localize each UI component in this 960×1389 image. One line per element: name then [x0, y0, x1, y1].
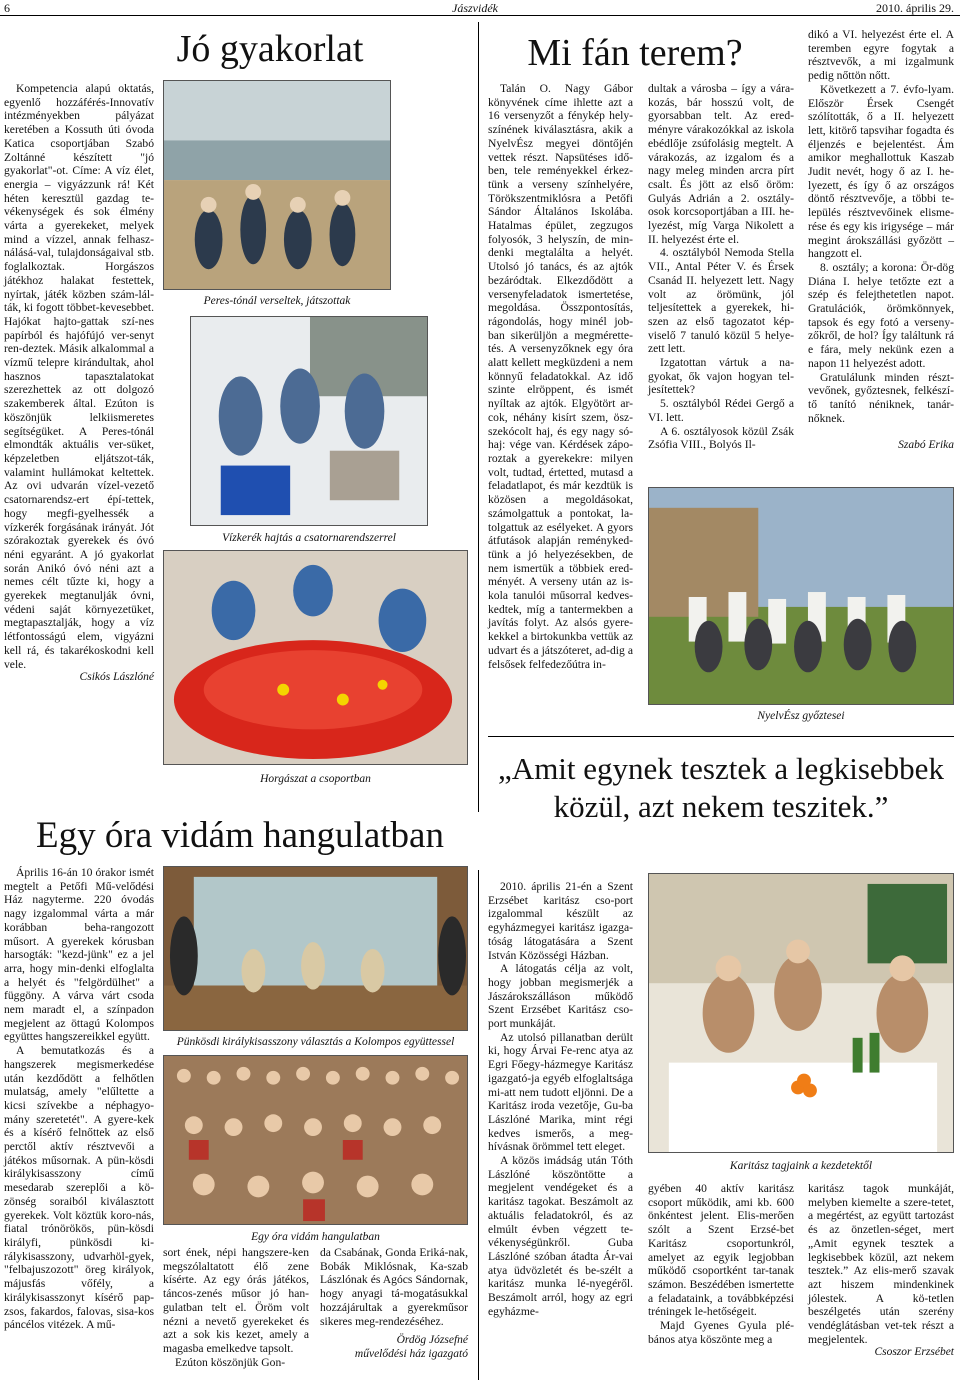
article-signature: Ördög Józsefné [396, 1334, 468, 1347]
article-body [4, 82, 154, 685]
paragraph: Következett a 7. évfo-lyam. Először Érsek Csengét szólították, ő a II. helyezett lett, kitörő tapsvihar fogadta és éljenzés e bejelentést. Ám amikor meghallottuk Kaszab Judit nevét, hogy ő az I. he-lyezett, és így ő az országos döntő résztvevője, a többi te-lepülés résztvevőinek elisme-rése és egy kis irigysége – már megint árokszállási győzött – hangzott el. [808, 82, 954, 261]
paragraph: Az utolsó pillanatban derült ki, hogy Árvai Fe-renc atya az Egri Főegy-házmegye Karitász igazgató-ja egyéb elfoglaltsága mi-att nem tudott eljönni. De a Karitász iroda vezetője, Gu-ba Lászlóné Marika, mint régi kedves ismerős, a meg-hívásnak örömmel tett eleget. [488, 1030, 633, 1154]
article-title: Jó gyakorlat [176, 28, 364, 70]
article-signature: Csoszor Erzsébet [874, 1346, 954, 1359]
paragraph: da Csabának, Gonda Eriká-nak, Bobák Miklósnak, Ka-szab Lászlónak és Agócs Sándornak, hogy anyagi tá-mogatásukkal hozzájárultak a gyerekműsor sikeres meg-rendezéséhez. [320, 1246, 468, 1328]
article-column [4, 866, 154, 1332]
paragraph: Kompetencia alapú oktatás, egyenlő hozzáférés-Innovatív intézményekben pályázat keretében a Kossuth úti óvoda Katica csoportjában Szabó Zoltánné készített "jó gyakorlat"-ot. Címe: A víz élet, energia – vigyázzunk rá! Két héten keresztül gazdag te-vékenységek és sok élmény várta a gyerekeket, melyek mind a vízzel, annak felhasz-nálásá-val, tulajdonságaival stb. foglalkoztak. Horgászos játékhoz halakat festettek, nyírtak, játék közben szám-lál-ták, ki fogott többet-kevesebbet. Hajókat hajto-gattak szí-nes papírból és hajófújó ver-senyt ren-deztek. Másik alkalommal a vízmű telepre kirándultak, ahol hasznos tapasztalatokat szerezhettek az ott dolgozó szakemberek által. Ezúton is köszönjük lelkiismeretes segítségüket. A Peres-tónál elmondták aktuális ver-süket, képzeletben eljátszot-ták, valamint hullámokat keltettek. Az ovi udvarán vízel-vezető csatornarendsz-ert épí-tettek, hogy megfi-gyelhessék a vízkerék forgásának irányát. Jót szórakoztak gyerekek és óvó néni egyaránt. A jó gyakorlat során Anikó óvó néni azt a nemes célt tűzte ki, hogy a gyerekek megtanulják óvni, védeni saját környezetüket, megtapasztalják, hogy a víz létfontosságú elem, vigyázni kell rá, és takarékoskodni kell vele. [4, 82, 154, 671]
article-column [163, 1246, 309, 1369]
photo-nyelvesz [648, 487, 954, 705]
photo-caption: Egy óra vidám hangulatban [251, 1231, 380, 1243]
page-number: 6 [4, 1, 10, 15]
page-header [0, 0, 960, 16]
column-separator [478, 22, 479, 812]
paragraph: A közös imádság után Tóth Lászlóné köszöntötte a megjelent vendégeket és a karitász tagokat. Beszámolt az aktuális feladatokról, és az elmúlt évben végzett te-vékenységünkről. Guba Lászlóné szóban átadta Ár-vai atya üdvözletét és be-szélt a karitász munka lé-nyegéről. Beszámolt arról, hogy az egri egyházme- [488, 1154, 633, 1318]
photo-horgaszat [163, 550, 468, 765]
photo-caption: Karitász tagjaink a kezdetektől [729, 1160, 873, 1172]
photo-caption: Vízkerék hajtás a csatornarendszerrel [222, 532, 396, 544]
photo-vizkerek [190, 316, 428, 526]
article-column [808, 28, 954, 453]
column-separator [478, 870, 479, 1380]
article-column [648, 1182, 794, 1346]
photo-caption: NyelvÉsz győztesei [757, 710, 845, 722]
article-column [488, 880, 633, 1319]
article-title: Mi fán terem? [527, 32, 743, 74]
photo-caption: Peres-tónál verseltek, játszottak [203, 295, 351, 307]
paragraph: 2010. április 21-én a Szent Erzsébet karitász cso-port izgalommal készült az egyházmegyei karitász igazga-tóság látogatására a Szent István Közösségi Házban. [488, 880, 633, 962]
paragraph: Izgatottan vártuk a na-gyokat, ők vajon hogyan tel-jesítettek? [648, 356, 794, 397]
paragraph: sort ének, népi hangszere-ken megszólaltatott élő zene kísérte. Az egy órás játékos, táncos-zenés műsor jó han-gulatban telt el. Öröm volt nézni a nevető gyerekeket és azt a sok kis kezet, amely a magasba emelkedve tapsolt. [163, 1246, 309, 1355]
photo-kozonseg [163, 1055, 468, 1225]
article-column [320, 1246, 468, 1362]
issue-date: 2010. április 29. [876, 1, 954, 15]
article-signature: Szabó Erika [898, 439, 954, 452]
paragraph: dikó a VI. helyezést érte el. A teremben egyre fogytak a résztvevők, a mi izgalmunk pedig nőttön nőtt. [808, 28, 954, 83]
paragraph: A látogatás célja az volt, hogy jobban megismerjék a Jászárokszálláson működő Szent Erzsébet Karitász cso-port munkáját. [488, 962, 633, 1031]
photo-karitasz [648, 873, 954, 1153]
paragraph: Gratulálunk minden részt-vevőnek, győztesnek, felkészí-tő tanító néniknek, tanár-nőknek. [808, 370, 954, 425]
article-column [488, 82, 633, 671]
photo-caption: Horgászat a csoportban [260, 773, 371, 785]
article-title: Egy óra vidám hangulatban [36, 815, 444, 856]
paragraph: A bemutatkozás és a hangszerek megismerkedése után kezdődött a felhőtlen mulatság, amely "elűltette a kicsi szívekbe a néphagyo-mány szeretetét". A gyere-kek és a kísérő felnőttek az első perctől aktív résztvevői a játékos műsornak. A pün-kösdi királykisasszony című mesedarab szereplői a kö-zönség soraiból kiválasztott gyerekek. Volt köztük koro-nás, fiatal trónörökös, pün-kösdi királyfi, pünkösdi ki-rálykisasszony, udvarhöl-gyek, "felbajuszozott" öreg királyok, májusfás vőfély, a királykisasszonyt kísérő pap-zsos, fakardos, falovas, sisa-kos páncélos vitézek. A mű- [4, 1044, 154, 1332]
photo-caption: Pünkösdi királykisasszony választás a Kolompos együttessel [176, 1036, 455, 1048]
paragraph: Talán O. Nagy Gábor könyvének címe ihlette azt a 16 versenyzőt a fénykép hely-színének kiválasztásra, akik a NyelvÉsz megyei döntőjén vettek részt. Napsütéses idő-ben, tele reményekkel érkez-tünk a verseny színhelyére, Törökszentmiklósra a Petőfi Sándor Általános Iskolába. Hatalmas épület, zegzugos folyosók, 3 helyszín, de min-denki megtalálta a helyét. Utolsó jó tanács, és az ajtók bezáródtak. Elkezdődött a versenyfeladatok ismertetése, megoldása. Összpontosítás, rágondolás, hogy minél job-ban sikerüljön a megmérette-tés. A versenyzőknek egy óra alatt kellett megküzdeni a nem könnyű feladatokkal. Az idő szinte elröppent, és ismét nyíltak az ajtók. Elgyötört ar-cok, néhány kisírt szem, ösz-szekócolt haj, és egy nagy só-haj: vége van. Kérdések zápo-roztak a gyerekekre: milyen volt, tudtad, értetted, mutasd a feladatlapot, és már kezdtük is közösen a megoldásokat, számolgattuk a pontokat, la-tolgattuk az esélyeket. A gyors átfutások alapján reményked-tünk a jó helyezésekben, de nem ismertük a többiek ered-ményét. A verseny után az is-kola tanulói műsorral kedves-kedtek, míg a tantermekben a javítás folyt. Az alsós gyere-kekkel a birtokunkba vettük az udvart és a játszóteret, ad-dig a felsősek felfedezőútra in- [488, 82, 633, 671]
paragraph: Ezúton köszönjük Gon- [175, 1355, 286, 1369]
paragraph: gyében 40 aktív karitász csoport működik, ami kb. 600 önkéntest jelent. Elis-merően szólt a Szent Erzsé-bet Karitász csoportunkról, amelyet az egyik legjobban működő csoportként tar-tanak számon. Beszédében ismertette a feladataink, a továbbképzési tréningek le-hetőségeit. [648, 1182, 794, 1319]
article-signature: Csikós Lászlóné [79, 671, 154, 684]
paragraph: Majd Gyenes Gyula plé-bános atya köszönte meg a [648, 1319, 794, 1346]
horizontal-separator [488, 736, 954, 737]
paragraph: 8. osztály; a korona: Ör-dög Diána I. helye tetőzte ezt a szép és felejthetetlen napot. Gratulációk, örömkönnyek, tapsok és egy fotó a verseny-zőkről, de hol? Így találtunk rá e fára, mely nekünk ezen a napon 11 helyezést adott. [808, 260, 954, 370]
paragraph: A 6. osztályosok közül Zsák Zsófia VIII., Bolyós Il- [648, 424, 794, 452]
header-rule [0, 15, 960, 16]
paragraph: 4. osztályból Nemoda Stella VII., Antal Péter V. és Érsek Csanád II. helyezett lett. Nagy volt az örömünk, jól teljesítettek a gyerekek, hi-szen az első tagozatot kép-viselő 7 tanuló közül 5 helye-zett lett. [648, 246, 794, 356]
paragraph: 5. osztályból Rédei Gergő a VI. lett. [648, 397, 794, 424]
paragraph: Április 16-án 10 órakor ismét megtelt a Petőfi Mű-velődési Ház nagyterme. 220 óvodás nagy izgalommal várta a már korábban beha-rangozott műsort. A gyerekek kórusban harsogták: "kezd-jünk" ez a jel arra, hogy min-denki elfoglalta a helyét és "felgördülhet" a függöny. A várva várt csoda nem maradt el, a színpadon megjelent az öttagú Kolompos együttes hangszereikkel együtt. [4, 866, 154, 1044]
photo-kolompos [163, 866, 468, 1031]
paragraph: karitász tagok munkáját, melyben kiemelte a szere-tetet, a megértést, az együtt tartozást és az önzetlen-séget, mert „Amit egynek tesztek a legkisebbek közül, azt nekem tesztek.” Az elis-merő szavak azt hiszem mindenkinek jólestek. A kö-tetlen beszélgetés után szerény vendéglátásban vet-tek részt a megjelentek. [808, 1182, 954, 1346]
article-column [808, 1182, 954, 1360]
photo-peres-to [163, 80, 391, 290]
paper-name: Jászvidék [452, 1, 498, 15]
article-column [648, 82, 794, 452]
paragraph: dultak a városba – így a vára-kozás, bár hosszú volt, de gyorsabban telt. Az ered-ményre várakozókkal az iskola ebédlője zsúfolásig megtelt. A várakozás, az izgalom és a nagy meleg minden arcra pírt csalt. És jött az első öröm: Gulyás Adrián a 2. osztály-osok korcsoportjában a III. he-lyezést, míg Varga Nikolett a II. helyezést érte el. [648, 82, 794, 246]
article-signature: művelődési ház igazgató [354, 1347, 468, 1360]
article-title: „Amit egynek tesztek a legkisebbek közül, azt nekem teszitek.” [498, 751, 944, 824]
